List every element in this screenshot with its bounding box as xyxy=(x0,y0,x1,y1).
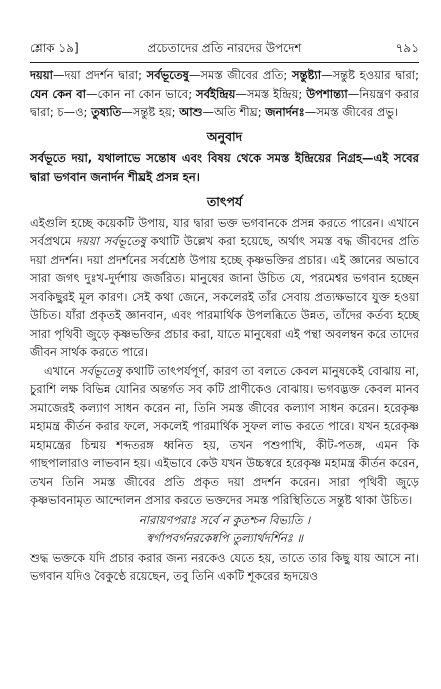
sanskrit-verse xyxy=(30,511,419,547)
italic-term: সর্বভূতেষু xyxy=(79,363,122,378)
synonyms-block xyxy=(30,66,419,122)
verse-line-2: স্বর্গাপবর্গনরকেষ্বপি তুল্যার্থদর্শিনঃ ॥ xyxy=(146,530,303,545)
synonym-meaning: —দয়া প্রদর্শন দ্বারা; xyxy=(52,68,142,82)
chapter-title: প্রচেতাদের প্রতি নারদের উপদেশ xyxy=(147,41,302,55)
verse-line-1: নারায়ণপরাঃ সর্বে ন কুতশ্চন বিভ্যতি । xyxy=(138,512,311,527)
synonym-term: তুষ্যতি xyxy=(91,105,122,119)
synonym-term: সর্বভূতেষু xyxy=(146,68,189,82)
synonym-meaning: —সমস্ত জীবের প্রভু। xyxy=(304,105,399,119)
purport-paragraph-2 xyxy=(30,362,419,510)
synonym-term: সন্তুষ্ট্যা xyxy=(291,68,322,82)
text-run: এখানে xyxy=(44,363,80,378)
synonym-meaning: —সমস্ত জীবের প্রতি; xyxy=(188,68,288,82)
synonym-meaning: —সমস্ত ইন্দ্রিয়; xyxy=(235,86,303,101)
page-body xyxy=(30,66,419,586)
page-number: ৭৯১ xyxy=(395,41,419,55)
synonym-term: দয়য়া xyxy=(30,68,53,82)
synonym-meaning: —সন্তুষ্ট হওয়ার দ্বারা; xyxy=(321,68,420,82)
text-run: এইগুলি হচ্ছে কয়েকটি উপায়, যার দ্বারা ভক্ত ভগবানকে প্রসন্ন করতে পারেন। এখানে সর্বপ্রথমে xyxy=(30,215,419,248)
synonym-term: যেন কেন বা xyxy=(30,86,86,101)
synonym-meaning: —অতি শীঘ্র; xyxy=(202,105,262,119)
synonym-term: উপশান্ত্যা xyxy=(306,86,348,101)
synonym-meaning: —কোন না কোন ভাবে; xyxy=(86,86,193,101)
text-run: কথাটি উল্লেখ করা হয়েছে, অর্থাৎ সমস্ত বদ্ধ জীবদের প্রতি দয়া প্রদর্শন। দয়া প্রদর্শনের সর্বশ্রেষ্ঠ উপায় হচ্ছে কৃষ্ণভক্তির প্রচার। এই জ্ঞানের অভাবে সারা জগৎ দুঃখ-দুর্দশায় জর্জরিত। মানুষের জানা উচিত যে, পরমেশ্বর ভগবান হচ্ছেন সবকিছুরই মূল কারণ। সেই কথা জেনে, সকলেরই তাঁর সেবায় প্রত্যক্ষভাবে যুক্ত হওয়া উচিত। যাঁরা প্রকৃতই জ্ঞানবান, এবং পারমার্থিক উপলব্ধিতে উন্নত, তাঁদের কর্তব্য হচ্ছে সারা পৃথিবী জুড়ে কৃষ্ণভক্তির প্রচার করা, যাতে মানুষেরা এই পন্থা অবলম্বন করে তাদের জীবন সার্থক করতে পারে। xyxy=(30,234,419,359)
synonym-term: আশু xyxy=(179,105,203,119)
purport-paragraph-3: শুদ্ধ ভক্তকে যদি প্রচার করার জন্য নরকেও যেতে হয়, তাতে তার কিছু যায় আসে না। ভগবান যদিও বৈকুণ্ঠে রয়েছেন, তবু তিনি একটি শূকরের হৃদয়েও xyxy=(30,550,419,583)
synonym-term: জনার্দনঃ xyxy=(265,105,305,119)
translation-heading: অনুবাদ xyxy=(206,128,243,144)
synonym-term: সর্বইন্দ্রিয় xyxy=(196,86,236,101)
text-run: কথাটি তাৎপর্যপূর্ণ, কারণ তা বলতে কেবল মানুষকেই বোঝায় না, চুরাশি লক্ষ বিভিন্ন যোনির অন্তর্গত সব কটি প্রাণীকেও বোঝায়। ভগবদ্ভক্ত কেবল মানব সমাজেরই কল্যাণ সাধন করেন না, তিনি সমস্ত জীবের কল্যাণ সাধন করেন। হরেকৃষ্ণ মহামন্ত্র কীর্তন করার ফলে, সকলেই পারমার্থিক সুফল লাভ করতে পারে। যখন হরেকৃষ্ণ মহামন্ত্রের চিন্ময় শব্দতরঙ্গ ধ্বনিত হয়, তখন পশুপাখি, কীট-পতঙ্গ, এমন কি গাছপালারাও লাভবান হয়। এইভাবে কেউ যখন উচ্চস্বরে হরেকৃষ্ণ মহামন্ত্র কীর্তন করেন, তখন তিনি সমস্ত জীবের প্রতি প্রকৃত দয়া প্রদর্শন করেন। সারা পৃথিবী জুড়ে কৃষ্ণভাবনামৃত আন্দোলন প্রসার করতে ভক্তদের সমস্ত পরিস্থিতিতে সন্তুষ্ট থাকা উচিত। xyxy=(30,363,419,507)
page-header xyxy=(30,40,419,60)
synonym-meaning: —নিয়ন্ত্রণ করার দ্বারা; চ—ও; xyxy=(30,86,420,119)
purport-heading: তাৎপর্য xyxy=(206,193,243,209)
header-rule xyxy=(30,62,419,63)
italic-term: দয়য়া সর্বভূতেষু xyxy=(75,234,146,248)
purport-paragraph-1 xyxy=(30,214,419,362)
verse-reference: শ্লোক ১৯] xyxy=(30,41,79,55)
synonym-meaning: —সন্তুষ্ট হয়; xyxy=(121,105,176,119)
translation-text: সর্বভূতে দয়া, যথালাভে সন্তোষ এবং বিষয় থেকে সমস্ত ইন্দ্রিয়ের নিগ্রহ—এই সবের দ্বারা ভগবান জনার্দন শীঘ্রই প্রসন্ন হন। xyxy=(30,150,419,184)
